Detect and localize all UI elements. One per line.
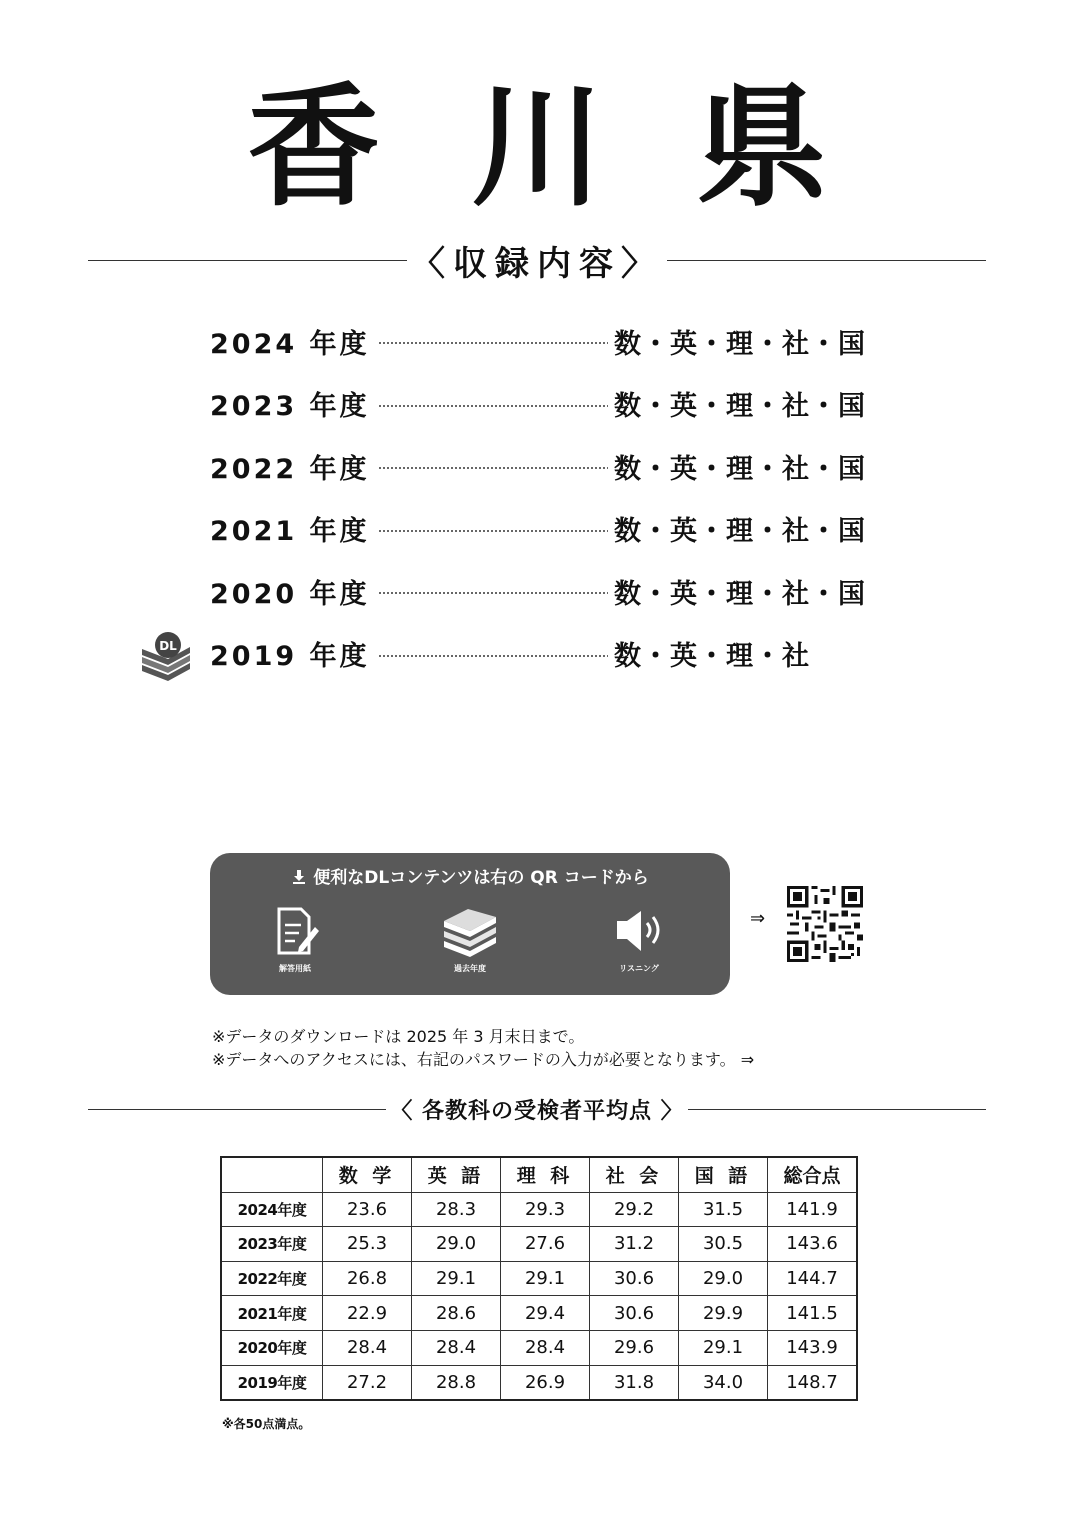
score-cell: 22.9 xyxy=(323,1296,412,1331)
subjects-label: 数・英・理・社 xyxy=(614,641,810,673)
score-cell: 30.5 xyxy=(679,1227,768,1262)
row-year: 2021年度 xyxy=(221,1296,323,1331)
score-cell: 29.6 xyxy=(590,1330,679,1365)
dl-box-heading xyxy=(210,863,730,888)
divider-right xyxy=(667,260,986,262)
dot-leader xyxy=(378,655,608,657)
document-pen-icon xyxy=(269,905,321,957)
score-cell: 25.3 xyxy=(323,1227,412,1262)
list-item xyxy=(210,310,870,373)
total-cell: 148.7 xyxy=(768,1365,858,1400)
qr-code[interactable] xyxy=(787,886,863,962)
title-char-2: 川 xyxy=(471,71,604,225)
list-item xyxy=(210,435,870,498)
table-row xyxy=(221,1296,857,1331)
score-cell: 29.2 xyxy=(590,1192,679,1227)
note-line: ※データのダウンロードは 2025 年 3 月末日まで。 xyxy=(212,1027,585,1046)
total-cell: 144.7 xyxy=(768,1261,858,1296)
dot-leader xyxy=(378,530,608,532)
score-cell: 29.0 xyxy=(679,1261,768,1296)
score-cell: 30.6 xyxy=(590,1296,679,1331)
year-label: 2020 年度 xyxy=(210,578,370,610)
score-cell: 34.0 xyxy=(679,1365,768,1400)
table-row xyxy=(221,1365,857,1400)
score-cell: 26.9 xyxy=(501,1365,590,1400)
score-cell: 28.4 xyxy=(323,1330,412,1365)
score-cell: 28.4 xyxy=(501,1330,590,1365)
year-label: 2019 年度 xyxy=(210,641,370,673)
dl-content-box xyxy=(210,853,730,995)
dl-item-listening[interactable] xyxy=(584,905,694,974)
contents-heading xyxy=(88,236,986,285)
dot-leader xyxy=(378,342,608,344)
table-row xyxy=(221,1330,857,1365)
dot-leader xyxy=(378,405,608,407)
score-cell: 27.6 xyxy=(501,1227,590,1262)
header-cell xyxy=(221,1157,323,1192)
header-cell: 社 会 xyxy=(590,1157,679,1192)
dl-item-caption: 過去年度 xyxy=(454,964,486,973)
dot-leader xyxy=(378,592,608,594)
average-score-table xyxy=(220,1156,858,1401)
score-cell: 29.1 xyxy=(412,1261,501,1296)
dl-item-past-years[interactable] xyxy=(415,905,525,974)
year-label: 2024 年度 xyxy=(210,328,370,360)
note-line: ※データへのアクセスには、右記のパスワードの入力が必要となります。 ⇒ xyxy=(212,1050,755,1069)
score-cell: 29.1 xyxy=(501,1261,590,1296)
dl-item-caption: 解答用紙 xyxy=(279,964,311,973)
subjects-label: 数・英・理・社・国 xyxy=(614,578,866,610)
divider-right xyxy=(688,1109,986,1111)
contents-heading-label: 〈収録内容〉 xyxy=(411,244,663,284)
header-cell: 国 語 xyxy=(679,1157,768,1192)
header-cell: 理 科 xyxy=(501,1157,590,1192)
download-icon xyxy=(291,869,307,885)
total-cell: 141.9 xyxy=(768,1192,858,1227)
list-item xyxy=(210,373,870,436)
total-cell: 141.5 xyxy=(768,1296,858,1331)
score-cell: 23.6 xyxy=(323,1192,412,1227)
score-cell: 29.3 xyxy=(501,1192,590,1227)
contents-list xyxy=(159,310,870,685)
subjects-label: 数・英・理・社・国 xyxy=(614,516,866,548)
score-cell: 29.0 xyxy=(412,1227,501,1262)
score-cell: 31.8 xyxy=(590,1365,679,1400)
subjects-label: 数・英・理・社・国 xyxy=(614,453,866,485)
score-cell: 31.2 xyxy=(590,1227,679,1262)
list-item xyxy=(210,498,870,561)
score-cell: 28.6 xyxy=(412,1296,501,1331)
average-heading-label: 〈 各教科の受検者平均点 〉 xyxy=(390,1099,684,1124)
dl-badge-label: DL xyxy=(159,638,177,653)
score-cell: 30.6 xyxy=(590,1261,679,1296)
header-cell: 英 語 xyxy=(412,1157,501,1192)
score-cell: 29.9 xyxy=(679,1296,768,1331)
footnote: ※各50点満点。 xyxy=(222,1417,311,1431)
row-year: 2022年度 xyxy=(221,1261,323,1296)
score-cell: 28.4 xyxy=(412,1330,501,1365)
table-row xyxy=(221,1227,857,1262)
notes xyxy=(212,1025,754,1071)
year-label: 2022 年度 xyxy=(210,453,370,485)
subjects-label: 数・英・理・社・国 xyxy=(614,391,866,423)
speaker-icon xyxy=(611,905,667,957)
dl-books-icon xyxy=(138,631,194,681)
title-char-3: 県 xyxy=(695,71,828,225)
divider-left xyxy=(88,1109,386,1111)
year-label: 2023 年度 xyxy=(210,391,370,423)
row-year: 2019年度 xyxy=(221,1365,323,1400)
subjects-label: 数・英・理・社・国 xyxy=(614,328,866,360)
row-year: 2023年度 xyxy=(221,1227,323,1262)
score-cell: 29.4 xyxy=(501,1296,590,1331)
divider-left xyxy=(88,260,407,262)
score-cell: 26.8 xyxy=(323,1261,412,1296)
score-cell: 29.1 xyxy=(679,1330,768,1365)
score-cell: 28.8 xyxy=(412,1365,501,1400)
header-cell: 総合点 xyxy=(768,1157,858,1192)
row-year: 2024年度 xyxy=(221,1192,323,1227)
score-cell: 31.5 xyxy=(679,1192,768,1227)
score-cell: 27.2 xyxy=(323,1365,412,1400)
page-title xyxy=(0,71,1075,225)
dl-heading-text: 便利なDLコンテンツは右の QR コードから xyxy=(313,868,649,888)
total-cell: 143.6 xyxy=(768,1227,858,1262)
table-header-row xyxy=(221,1157,857,1192)
year-label: 2021 年度 xyxy=(210,516,370,548)
dot-leader xyxy=(378,467,608,469)
title-char-1: 香 xyxy=(247,71,380,225)
average-score-heading xyxy=(88,1094,986,1125)
row-year: 2020年度 xyxy=(221,1330,323,1365)
dl-item-caption: リスニング xyxy=(619,964,659,973)
header-cell: 数 学 xyxy=(323,1157,412,1192)
list-item xyxy=(159,623,870,686)
table-row xyxy=(221,1261,857,1296)
qr-arrow: ⇒ xyxy=(750,908,766,929)
list-item xyxy=(210,560,870,623)
score-cell: 28.3 xyxy=(412,1192,501,1227)
table-row xyxy=(221,1192,857,1227)
books-stack-icon xyxy=(440,905,500,957)
dl-item-answer-sheet[interactable] xyxy=(240,905,350,974)
total-cell: 143.9 xyxy=(768,1330,858,1365)
